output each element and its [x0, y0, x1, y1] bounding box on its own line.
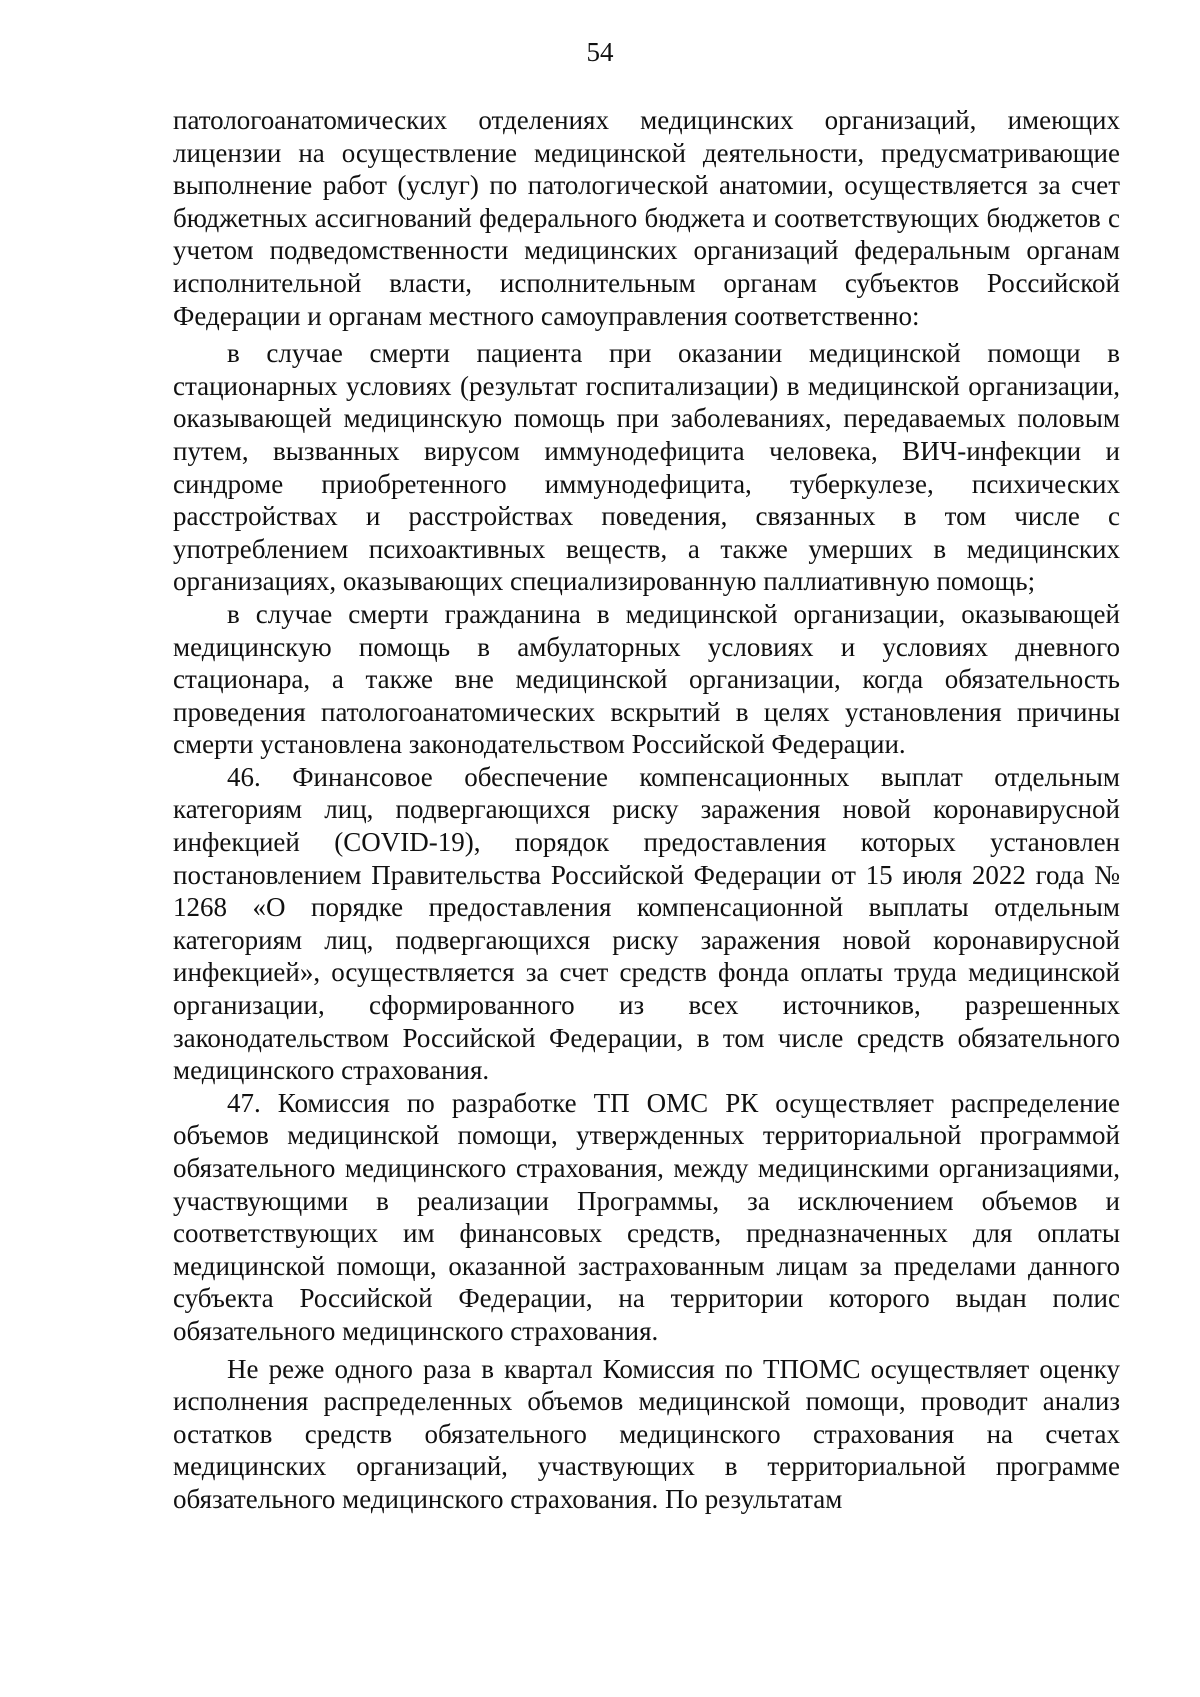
paragraph-outpatient-death: в случае смерти гражданина в медицинской организации, оказывающей медицинскую помощь в амбулаторных условиях и условиях дневного стационара, а также вне медицинской организации, когда обязательность проведения патологоанатомических вскрытий в целях установления причины смерти установлена законодательством Российской Федерации.: [173, 598, 1120, 760]
paragraph-inpatient-death: в случае смерти пациента при оказании медицинской помощи в стационарных условиях (результат госпитализации) в медицинской организации, оказывающей медицинскую помощь при заболеваниях, передаваемых половым путем, вызванных вирусом иммунодефицита человека, ВИЧ-инфекции и синдроме приобретенного иммунодефицита, туберкулезе, психических расстройствах и расстройствах поведения, связанных в том числе с употреблением психоактивных веществ, а также умерших в медицинских организациях, оказывающих специализированную паллиативную помощь;: [173, 338, 1120, 597]
document-body: [173, 104, 1120, 1516]
paragraph-item-46: 46. Финансовое обеспечение компенсационных выплат отдельным категориям лиц, подвергающихся риску заражения новой коронавирусной инфекцией (COVID-19), порядок предоставления которых установлен постановлением Правительства Российской Федерации от 15 июля 2022 года № 1268 «О порядке предоставления компенсационной выплаты отдельным категориям лиц, подвергающихся риску заражения новой коронавирусной инфекцией», осуществляется за счет средств фонда оплаты труда медицинской организации, сформированного из всех источников, разрешенных законодательством Российской Федерации, в том числе средств обязательного медицинского страхования.: [173, 761, 1120, 1086]
paragraph-continuation: патологоанатомических отделениях медицинских организаций, имеющих лицензии на осуществление медицинской деятельности, предусматривающие выполнение работ (услуг) по патологической анатомии, осуществляется за счет бюджетных ассигнований федерального бюджета и соответствующих бюджетов с учетом подведомственности медицинских организаций федеральным органам исполнительной власти, исполнительным органам субъектов Российской Федерации и органам местного самоуправления соответственно:: [173, 105, 1120, 331]
paragraph-quarterly-review: Не реже одного раза в квартал Комиссия по ТПОМС осуществляет оценку исполнения распределенных объемов медицинской помощи, проводит анализ остатков средств обязательного медицинского страхования на счетах медицинских организаций, участвующих в территориальной программе обязательного медицинского страхования. По результатам: [173, 1353, 1120, 1514]
page-number: 54: [586, 37, 614, 67]
paragraph-item-47: 47. Комиссия по разработке ТП ОМС РК осуществляет распределение объемов медицинской помощи, утвержденных территориальной программой обязательного медицинского страхования, между медицинскими организациями, участвующими в реализации Программы, за исключением объемов и соответствующих им финансовых средств, предназначенных для оплаты медицинской помощи, оказанной застрахованным лицам за пределами данного субъекта Российской Федерации, на территории которого выдан полис обязательного медицинского страхования.: [173, 1087, 1120, 1346]
